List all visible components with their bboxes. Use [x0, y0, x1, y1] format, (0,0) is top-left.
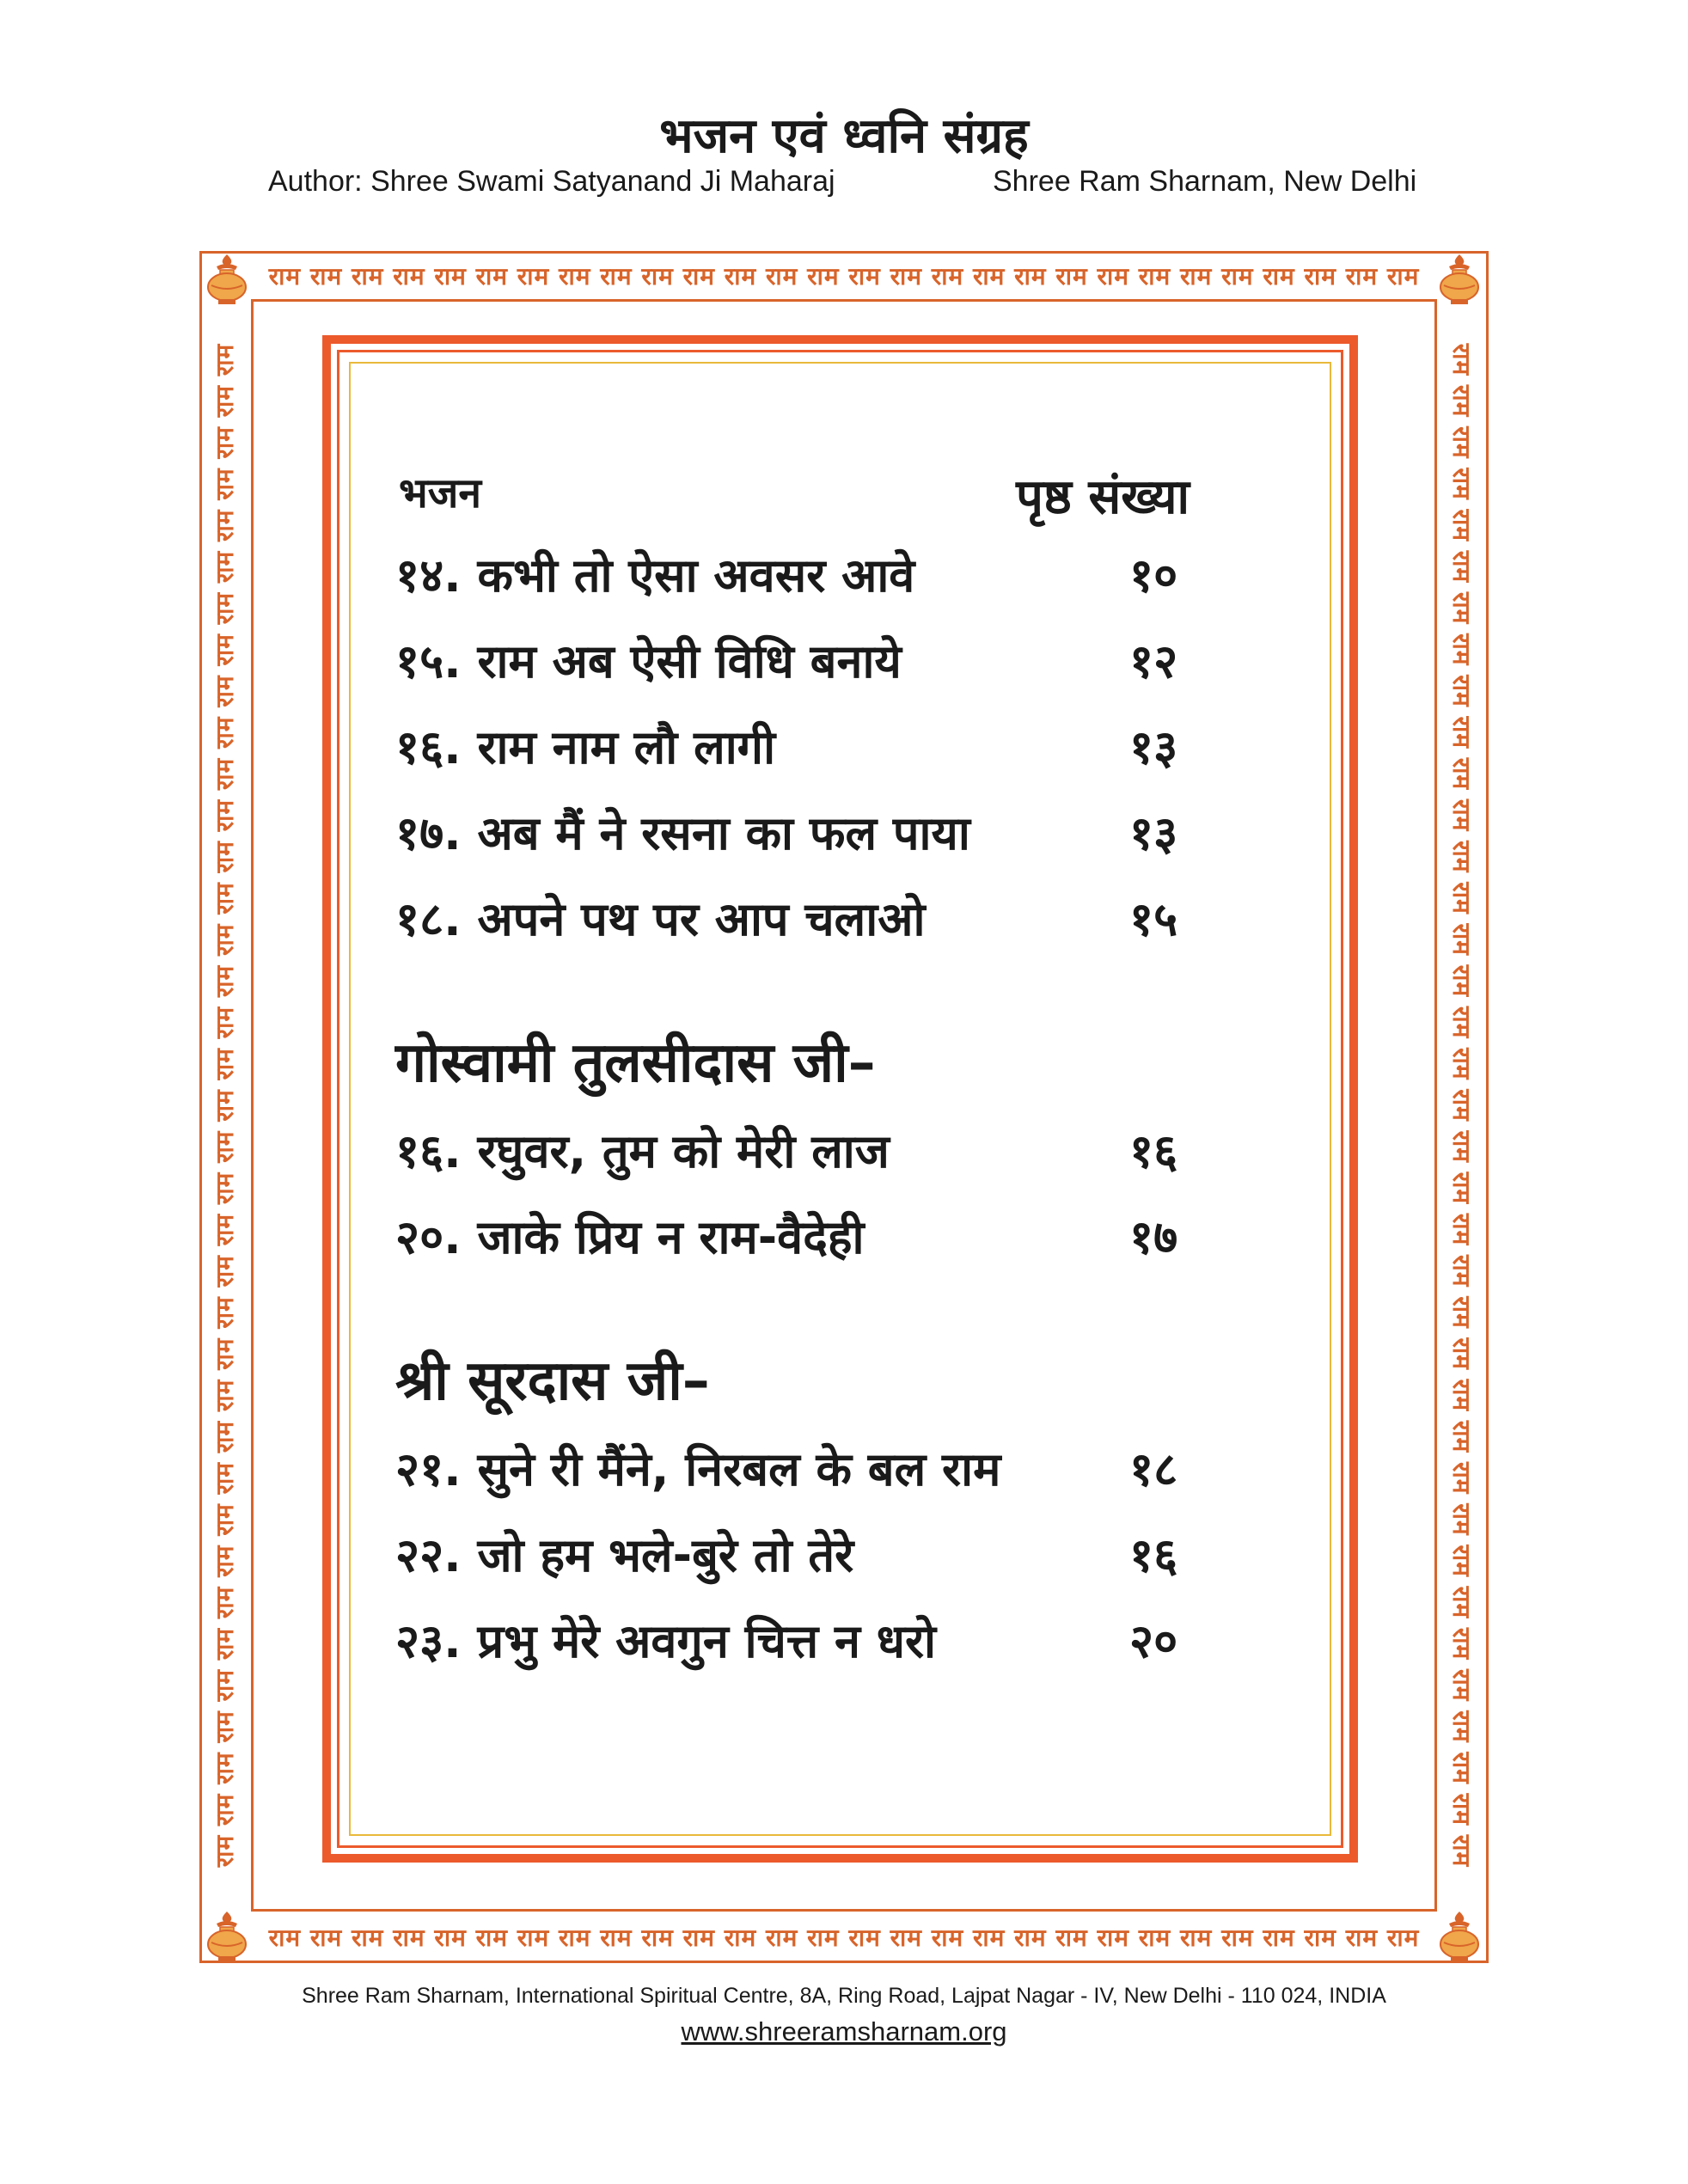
kalash-icon: [1434, 251, 1485, 306]
page-number: १८: [1129, 1442, 1178, 1496]
page-number: २०: [1129, 1614, 1178, 1668]
page-number: १६: [1129, 1528, 1178, 1582]
page-number: १३: [1129, 806, 1178, 860]
list-item: [395, 877, 1255, 963]
list-item: [395, 1427, 1255, 1513]
list-item: [395, 619, 1255, 705]
section-heading-tulsidas: [395, 1000, 1255, 1109]
bhajan-title: २२. जो हम भले-बुरे तो तेरे: [395, 1528, 854, 1582]
bhajan-title: २०. जाके प्रिय न राम-वैदेही: [395, 1210, 865, 1264]
ram-border-left-text: राम राम राम राम राम राम राम राम राम राम राम राम राम राम राम राम राम राम राम राम राम राम राम राम राम राम राम राम राम राम राम राम राम राम राम राम राम: [211, 343, 239, 1868]
kalash-icon: [201, 1908, 253, 1963]
ram-border-right-text: राम राम राम राम राम राम राम राम राम राम राम राम राम राम राम राम राम राम राम राम राम राम राम राम राम राम राम राम राम राम राम राम राम राम राम राम राम: [1447, 343, 1476, 1868]
ram-border-top: राम राम राम राम राम राम राम राम राम राम राम राम राम राम राम राम राम राम राम राम राम राम राम राम राम राम राम राम: [268, 262, 1420, 291]
page-number-column-heading: पृष्ठ संख्या: [1016, 469, 1190, 525]
kalash-icon: [201, 251, 253, 306]
bhajan-title: १५. राम अब ऐसी विधि बनाये: [395, 634, 902, 688]
ram-border-left: [201, 309, 249, 1901]
contents-list: [395, 464, 1255, 1685]
list-item: [395, 533, 1255, 619]
list-item: [395, 1599, 1255, 1685]
contents-header: [395, 464, 1255, 533]
author-line: Author: Shree Swami Satyanand Ji Maharaj: [268, 165, 835, 198]
list-item: [395, 1513, 1255, 1599]
section-heading-text: गोस्वामी तुलसीदास जी–: [395, 1031, 876, 1095]
ram-border-bottom: राम राम राम राम राम राम राम राम राम राम राम राम राम राम राम राम राम राम राम राम राम राम राम राम राम राम राम राम: [268, 1924, 1420, 1952]
bhajan-title: १७. अब मैं ने रसना का फल पाया: [395, 806, 970, 860]
ram-border-right: [1437, 309, 1485, 1901]
organization-line: Shree Ram Sharnam, New Delhi: [993, 165, 1417, 198]
bhajan-title: १८. अपने पथ पर आप चलाओ: [395, 892, 926, 946]
page-title: भजन एवं ध्वनि संग्रह: [659, 108, 1029, 164]
page-number: १७: [1129, 1210, 1178, 1264]
bhajan-title: १६. राम नाम लौ लागी: [395, 720, 776, 774]
bhajan-title: १६. रघुवर, तुम को मेरी लाज: [395, 1124, 890, 1178]
page-number: १२: [1129, 634, 1178, 688]
list-item: [395, 705, 1255, 791]
page-number: १०: [1129, 548, 1178, 603]
list-item: [395, 791, 1255, 877]
footer-address: Shree Ram Sharnam, International Spiritual Centre, 8A, Ring Road, Lajpat Nagar - IV, New Delhi - 110 024, INDIA: [302, 1984, 1386, 2008]
bhajan-title: २१. सुने री मैंने, निरबल के बल राम: [395, 1442, 1001, 1496]
website-link[interactable]: www.shreeramsharnam.org: [681, 2016, 1007, 2046]
bhajan-title: २३. प्रभु मेरे अवगुन चित्त न धरो: [395, 1614, 937, 1668]
section-heading-surdas: [395, 1318, 1255, 1427]
page-number: १३: [1129, 720, 1178, 774]
list-item: [395, 1109, 1255, 1195]
bhajan-column-heading: भजन: [399, 469, 482, 517]
section-heading-text: श्री सूरदास जी–: [395, 1349, 710, 1413]
kalash-icon: [1434, 1908, 1485, 1963]
page-number: १५: [1129, 892, 1178, 946]
list-item: [395, 1195, 1255, 1281]
page-number: १६: [1129, 1124, 1178, 1178]
bhajan-title: १४. कभी तो ऐसा अवसर आवे: [395, 548, 915, 603]
